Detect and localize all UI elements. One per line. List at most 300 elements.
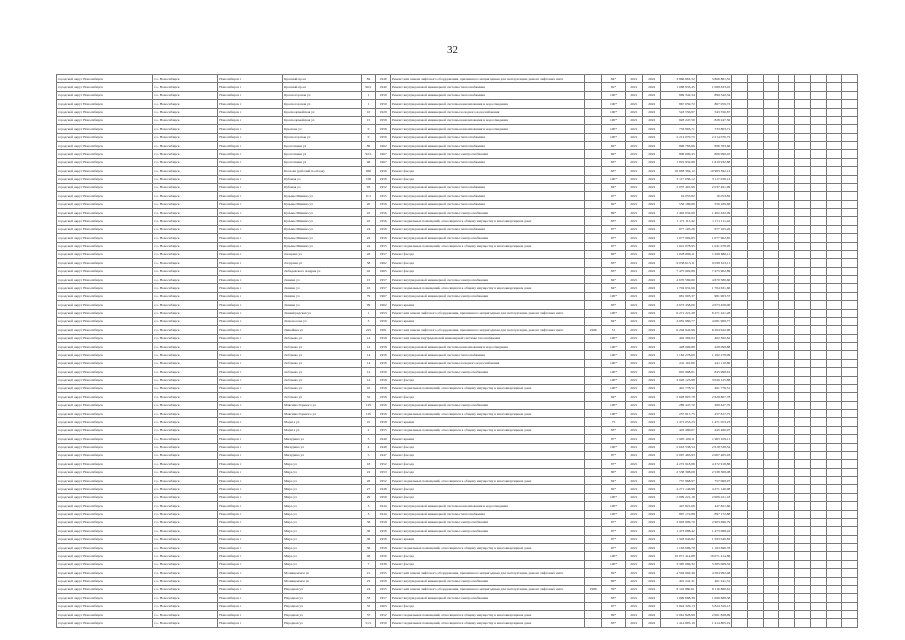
wear-cell: 100* [602,116,625,124]
empty-cell [779,259,795,267]
fund-cost-cell: 1 163 696,78 [696,544,732,552]
total-cost-cell: 241 110,80 [661,359,697,367]
empty-cell [732,577,748,585]
empty-cell [779,510,795,518]
end-year-cell: 2022 [643,585,661,593]
empty-cell [795,510,811,518]
district-cell: городской округ Новосибирск [57,535,153,543]
empty-cell [779,242,795,250]
house-cell: 80 [361,142,376,150]
total-cost-cell: 4 271 146,98 [661,485,697,493]
total-cost-cell: 401 241,31 [661,577,697,585]
empty-cell [842,359,858,367]
wear-cell: 80* [602,150,625,158]
street-cell: Мичурина ул [283,435,362,443]
empty-cell [810,317,826,325]
empty-cell [795,376,811,384]
settlement-cell: г.о. Новосибирск [153,544,218,552]
district-cell: городской округ Новосибирск [57,75,153,83]
empty-cell [795,242,811,250]
empty-cell [795,577,811,585]
empty-cell [810,100,826,108]
empty-cell [795,292,811,300]
settlement-cell: г.о. Новосибирск [153,569,218,577]
table-row [57,158,858,166]
empty-cell [747,560,763,568]
year-cell: 1958 [376,368,391,376]
empty-cell [795,435,811,443]
empty-cell [763,225,779,233]
work-type-cell: Ремонт подвальных помещений, относящихся к общему имуществу в многоквартирном доме [390,619,584,627]
empty-cell [779,317,795,325]
house-cell: 96 [361,158,376,166]
start-year-cell: 2021 [625,259,643,267]
settlement-cell: г.о. Новосибирск [153,527,218,535]
street-cell: Кузьмы Минина ул [283,209,362,217]
table-row [57,234,858,242]
empty-cell [842,426,858,434]
empty-cell [842,502,858,510]
wear-cell: 82* [602,142,625,150]
empty-cell [842,133,858,141]
fund-cost-cell: 1 414 805,19 [696,619,732,627]
empty-cell [779,468,795,476]
street-cell: Красногорская ул [283,100,362,108]
start-year-cell: 2021 [625,276,643,284]
wear-cell: 75 [602,418,625,426]
start-year-cell: 2021 [625,410,643,418]
fund-cost-cell: 7 475 902,89 [696,267,732,275]
start-year-cell: 2021 [625,309,643,317]
settlement-cell: г.о. Новосибирск [153,250,218,258]
empty-cell [763,535,779,543]
street-cell: Кубовая ул [283,183,362,191]
empty-cell [826,560,842,568]
total-cost-cell: 2 037 491,99 [661,183,697,191]
fund-cost-cell: 2 538 308,08 [696,468,732,476]
wear-cell: 100* [602,401,625,409]
end-year-cell: 2022 [643,552,661,560]
work-type-cell: Ремонт фасада [390,267,584,275]
empty-cell [795,326,811,334]
empty-cell [747,426,763,434]
empty-cell [826,276,842,284]
year-cell: 1958 [376,393,391,401]
empty-cell [842,477,858,485]
empty-cell [763,376,779,384]
empty-cell [826,485,842,493]
table-row [57,326,858,334]
empty-cell [763,301,779,309]
empty-cell [779,552,795,560]
street-cell: Кузьмы Минина ул [283,217,362,225]
settlement-cell: г.о. Новосибирск [153,301,218,309]
year-cell: 1958 [376,544,391,552]
start-year-cell: 2021 [625,225,643,233]
empty-cell [795,125,811,133]
empty-cell [795,175,811,183]
empty-cell [810,192,826,200]
empty-cell [795,276,811,284]
start-year-cell: 2021 [625,560,643,568]
empty-cell [842,451,858,459]
city-cell: Новосибирск г [218,242,283,250]
empty-cell [795,209,811,217]
empty-cell [842,108,858,116]
empty-cell [747,410,763,418]
empty-cell [826,384,842,392]
empty-cell [795,544,811,552]
empty-cell [747,259,763,267]
street-cell: Кубовая ул [283,175,362,183]
total-cost-cell: 8 116 860,61 [661,585,697,593]
empty-cell [810,577,826,585]
year-cell: 1955 [376,242,391,250]
empty-cell [842,611,858,619]
empty-cell [826,401,842,409]
street-cell: Лазурная ул [283,259,362,267]
work-type-cell: Ремонт крыши [390,435,584,443]
work-type-cell: Ремонт внутридомовой инженерной системы электроснабжения [390,150,584,158]
lift-year-cell [584,544,602,552]
lift-year-cell [584,569,602,577]
empty-cell [732,384,748,392]
work-type-cell: Ремонт крыши [390,317,584,325]
empty-cell [732,91,748,99]
lift-year-cell [584,535,602,543]
lift-year-cell [584,477,602,485]
empty-cell [779,451,795,459]
start-year-cell: 2021 [625,116,643,124]
year-cell: 1955 [376,192,391,200]
city-cell: Новосибирск г [218,116,283,124]
total-cost-cell: 1 471 053,23 [661,418,697,426]
year-cell: 1955 [376,569,391,577]
start-year-cell: 2021 [625,150,643,158]
empty-cell [779,594,795,602]
empty-cell [810,225,826,233]
empty-cell [842,485,858,493]
street-cell: Красногорская ул [283,133,362,141]
street-cell: Лобачева ул [283,384,362,392]
end-year-cell: 2022 [643,200,661,208]
house-cell: 58 [361,259,376,267]
wear-cell: 100* [602,410,625,418]
end-year-cell: 2022 [643,284,661,292]
empty-cell [795,192,811,200]
empty-cell [732,75,748,83]
end-year-cell: 2022 [643,477,661,485]
empty-cell [732,569,748,577]
total-cost-cell: 899 342,34 [661,91,697,99]
empty-cell [826,326,842,334]
empty-cell [732,225,748,233]
settlement-cell: г.о. Новосибирск [153,376,218,384]
lift-year-cell [584,192,602,200]
work-type-cell: Ремонт или замена внутридомовой инженерной системы газоснабжения [390,334,584,342]
work-type-cell: Ремонт фасада [390,460,584,468]
work-type-cell: Ремонт внутридомовой инженерной системы теплоснабжения [390,192,584,200]
empty-cell [779,150,795,158]
work-type-cell: Ремонт или замена лифтового оборудования, признанного непригодным для эксплуатации, ремонт лифтовых шахт [390,585,584,593]
end-year-cell: 2022 [643,192,661,200]
fund-cost-cell: 899 342,34 [696,91,732,99]
empty-cell [842,209,858,217]
empty-cell [779,518,795,526]
fund-cost-cell: 1 402 632,09 [696,209,732,217]
empty-cell [779,142,795,150]
fund-cost-cell: 1 088 833,45 [696,83,732,91]
district-cell: городской округ Новосибирск [57,175,153,183]
total-cost-cell: 3 385 069,32 [661,560,697,568]
empty-cell [826,334,842,342]
settlement-cell: г.о. Новосибирск [153,91,218,99]
district-cell: городской округ Новосибирск [57,326,153,334]
empty-cell [763,560,779,568]
empty-cell [826,502,842,510]
street-cell: Ломоносова ул [283,317,362,325]
street-cell: Лобачева ул [283,334,362,342]
end-year-cell: 2022 [643,560,661,568]
wear-cell: 100* [602,552,625,560]
settlement-cell: г.о. Новосибирск [153,502,218,510]
fund-cost-cell: 897 172,88 [696,510,732,518]
settlement-cell: г.о. Новосибирск [153,468,218,476]
empty-cell [842,175,858,183]
empty-cell [732,560,748,568]
house-cell: 12б [361,410,376,418]
table-row [57,133,858,141]
city-cell: Новосибирск г [218,410,283,418]
table-row [57,301,858,309]
empty-cell [763,192,779,200]
district-cell: городской округ Новосибирск [57,527,153,535]
fund-cost-cell: 3 866 881,52 [696,75,732,83]
district-cell: городской округ Новосибирск [57,560,153,568]
city-cell: Новосибирск г [218,334,283,342]
fund-cost-cell: 1 905 109,11 [696,435,732,443]
empty-cell [795,267,811,275]
fund-cost-cell: 2 037 491,99 [696,183,732,191]
empty-cell [763,527,779,535]
year-cell: 1950 [376,552,391,560]
empty-cell [779,351,795,359]
city-cell: Новосибирск г [218,594,283,602]
empty-cell [732,200,748,208]
city-cell: Новосибирск г [218,468,283,476]
empty-cell [763,116,779,124]
table-row [57,334,858,342]
lift-year-cell [584,384,602,392]
district-cell: городской округ Новосибирск [57,100,153,108]
start-year-cell: 2021 [625,183,643,191]
empty-cell [779,410,795,418]
empty-cell [763,217,779,225]
empty-cell [779,250,795,258]
start-year-cell: 2021 [625,477,643,485]
lift-year-cell [584,560,602,568]
street-cell: Крылова ул [283,125,362,133]
empty-cell [810,242,826,250]
empty-cell [747,83,763,91]
empty-cell [795,234,811,242]
work-type-cell: Ремонт внутридомовой инженерной системы холодного водоснабжения [390,359,584,367]
empty-cell [810,217,826,225]
city-cell: Новосибирск г [218,200,283,208]
settlement-cell: г.о. Новосибирск [153,100,218,108]
settlement-cell: г.о. Новосибирск [153,259,218,267]
wear-cell: 82* [602,83,625,91]
settlement-cell: г.о. Новосибирск [153,410,218,418]
district-cell: городской округ Новосибирск [57,585,153,593]
year-cell: 1959 [376,619,391,627]
table-row [57,242,858,250]
lift-year-cell [584,468,602,476]
lift-year-cell [584,485,602,493]
house-cell: 48 [361,552,376,560]
empty-cell [795,527,811,535]
city-cell: Новосибирск г [218,485,283,493]
empty-cell [810,518,826,526]
wear-cell: 87* [602,544,625,552]
empty-cell [747,125,763,133]
city-cell: Новосибирск г [218,175,283,183]
lift-year-cell [584,518,602,526]
year-cell: 1958 [376,116,391,124]
empty-cell [763,359,779,367]
street-cell: Народная ул [283,594,362,602]
end-year-cell: 2022 [643,384,661,392]
page-number: 32 [447,44,458,56]
city-cell: Новосибирск г [218,451,283,459]
house-cell: 11/1 [361,192,376,200]
empty-cell [826,309,842,317]
empty-cell [779,334,795,342]
empty-cell [763,234,779,242]
district-cell: городской округ Новосибирск [57,125,153,133]
end-year-cell: 2022 [643,142,661,150]
start-year-cell: 2021 [625,569,643,577]
start-year-cell: 2021 [625,418,643,426]
empty-cell [810,460,826,468]
empty-cell [810,183,826,191]
empty-cell [826,167,842,175]
fund-cost-cell: 2 009 221,18 [696,493,732,501]
house-cell: 52 [361,393,376,401]
empty-cell [747,267,763,275]
table-row [57,317,858,325]
year-cell: 1956 [376,209,391,217]
empty-cell [795,451,811,459]
wear-cell: 100* [602,108,625,116]
empty-cell [810,175,826,183]
empty-cell [826,108,842,116]
lift-year-cell: 1986 [584,585,602,593]
empty-cell [810,611,826,619]
empty-cell [747,217,763,225]
empty-cell [795,83,811,91]
empty-cell [795,477,811,485]
house-cell: 14 [361,334,376,342]
empty-cell [842,192,858,200]
settlement-cell: г.о. Новосибирск [153,602,218,610]
city-cell: Новосибирск г [218,192,283,200]
start-year-cell: 2021 [625,544,643,552]
total-cost-cell: 1 171 111,42 [661,217,697,225]
wear-cell: 100* [602,292,625,300]
fund-cost-cell: 4 673 458,00 [696,301,732,309]
work-type-cell: Ремонт внутридомовой инженерной системы канализования и водоотведения [390,502,584,510]
work-type-cell: Ремонт внутридомовой инженерной системы канализования и водоотведения [390,100,584,108]
fund-cost-cell: 2 628 807,78 [696,393,732,401]
empty-cell [826,183,842,191]
empty-cell [779,577,795,585]
wear-cell: 100* [602,125,625,133]
empty-cell [747,376,763,384]
lift-year-cell [584,75,602,83]
settlement-cell: г.о. Новосибирск [153,585,218,593]
empty-cell [747,443,763,451]
empty-cell [779,209,795,217]
empty-cell [747,200,763,208]
house-cell: 9 [361,133,376,141]
house-cell: 36 [361,527,376,535]
total-cost-cell: 2 903 696,79 [661,518,697,526]
empty-cell [826,435,842,443]
start-year-cell: 2021 [625,250,643,258]
lift-year-cell [584,250,602,258]
district-cell: городской округ Новосибирск [57,301,153,309]
total-cost-cell: 1 473 088,42 [661,527,697,535]
empty-cell [810,234,826,242]
empty-cell [763,250,779,258]
work-type-cell: Ремонт фасада [390,376,584,384]
district-cell: городской округ Новосибирск [57,351,153,359]
table-row [57,460,858,468]
start-year-cell: 2021 [625,200,643,208]
empty-cell [826,75,842,83]
empty-cell [779,611,795,619]
total-cost-cell: 1 819 932,88 [661,158,697,166]
house-cell: 15 [361,116,376,124]
house-cell: 16 [361,384,376,392]
start-year-cell: 2021 [625,393,643,401]
total-cost-cell: 257 817,75 [661,410,697,418]
empty-cell [732,133,748,141]
empty-cell [810,343,826,351]
start-year-cell: 2021 [625,175,643,183]
table-row [57,468,858,476]
empty-cell [795,75,811,83]
wear-cell: 84* [602,75,625,83]
district-cell: городской округ Новосибирск [57,493,153,501]
empty-cell [747,317,763,325]
district-cell: городской округ Новосибирск [57,133,153,141]
empty-cell [763,477,779,485]
end-year-cell: 2022 [643,75,661,83]
empty-cell [795,426,811,434]
empty-cell [826,493,842,501]
empty-cell [779,276,795,284]
empty-cell [747,611,763,619]
start-year-cell: 2021 [625,343,643,351]
work-type-cell: Ремонт фасада [390,552,584,560]
empty-cell [763,435,779,443]
total-cost-cell: 5 824 329,13 [661,602,697,610]
work-type-cell: Ремонт фасада [390,485,584,493]
house-cell: 24 [361,585,376,593]
total-cost-cell: 867 059,72 [661,100,697,108]
